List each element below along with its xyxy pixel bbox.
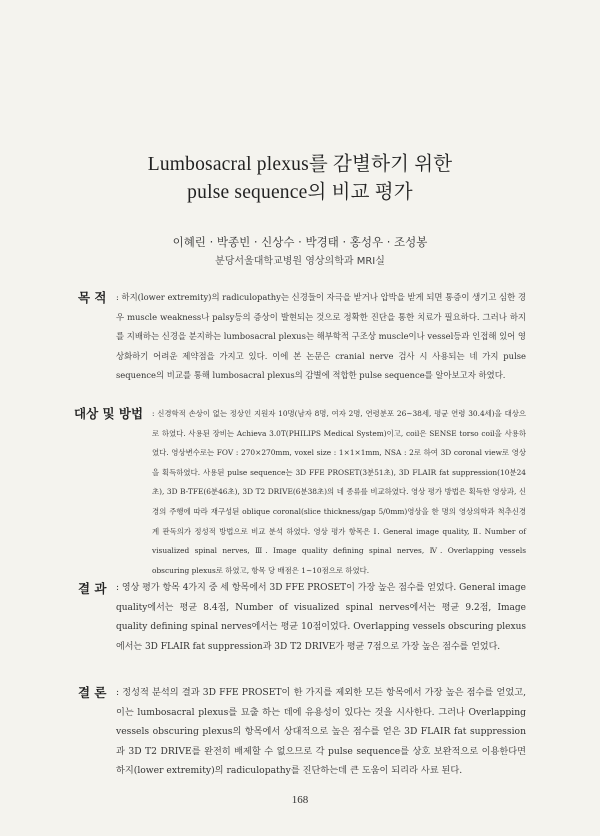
section-text-methods: : 신경학적 손상이 없는 정상인 지원자 10명(남자 8명, 여자 2명, 연령분포 26~38세, 평균 연령 30.4세)을 대상으로 하였다. 사용된 장비는 Achieva 3.0T(PHILIPS Medical System)이고, coil은 SENSE torso coil을 사용하였다. 영상변수로는 FOV : 270×270mm, voxel size : 1×1×1mm, NSA : 2로 하여 3D coronal view로 영상을 획득하였다. 사용된 pulse sequence는 3D FFE PROSET(3분51초), 3D FLAIR fat suppression(10분24초), 3D B-TFE(6분46초), 3D T2 DRIVE(6분38초)의 네 종류를 비교하였다. 영상 평가 방법은 획득한 영상과, 신경의 주행에 따라 재구성된 oblique coronal(slice thickness/gap 5/0mm)영상을 한 명의 영상의학과 척추신경계 판독의가 정성적 방법으로 비교 분석 하였다. 영상 평가 항목은 Ⅰ. General image quality, Ⅱ. Number of visualized spinal nerves, Ⅲ. Image quality defining spinal nerves, Ⅳ. Overlapping vessels obscuring plexus로 하였고, 항목 당 배점은 1~10점으로 하였다. <box>152 409 526 575</box>
section-heading-purpose: 목 적 <box>78 290 107 305</box>
paper-title-line1: Lumbosacral plexus를 감별하기 위한 <box>147 154 453 175</box>
section-heading-results: 결 과 <box>78 581 107 596</box>
paper-title-line2: pulse sequence의 비교 평가 <box>187 182 413 203</box>
section-purpose <box>78 288 526 384</box>
section-conclusion <box>78 683 526 793</box>
section-text-results: : 영상 평가 항목 4가지 중 세 항목에서 3D FFE PROSET이 가장 높은 점수를 얻었다. General image quality에서는 평균 8.4점, Number of visualized spinal nerves에서는 평균 9.2점, Image quality defining spinal nerves에서는 평균 10점이었다. Overlapping vessels obscuring plexus에서는 3D FLAIR fat suppression과 3D T2 DRIVE가 평균 7점으로 가장 높은 점수를 얻었다. <box>116 583 526 652</box>
section-heading-conclusion: 결 론 <box>78 685 107 700</box>
section-heading-methods: 대상 및 방법 <box>74 406 144 421</box>
section-text-conclusion: : 정성적 분석의 결과 3D FFE PROSET이 한 가지를 제외한 모든 항목에서 가장 높은 점수를 얻었고, 이는 lumbosacral plexus를 묘출 하는 데에 유용성이 있다는 것을 시사한다. 그러나 Overlapping vessels obscuring plexus의 항목에서 상대적으로 높은 점수를 얻은 3D FLAIR fat suppression과 3D T2 DRIVE를 완전히 배제할 수 없으므로 각 pulse sequence를 상호 보완적으로 이용한다면 하지(lower extremity)의 radiculopathy를 진단하는데 큰 도움이 되리라 사료 된다. <box>116 687 526 777</box>
affiliation: 분당서울대학교병원 영상의학과 MRI실 <box>215 256 385 267</box>
section-methods <box>74 404 526 574</box>
section-text-purpose: : 하지(lower extremity)의 radiculopathy는 신경들이 자극을 받거나 압박을 받게 되면 통증이 생기고 심한 경우 muscle weakness나 palsy등의 증상이 발현되는 것으로 정확한 진단을 통한 치료가 필요하다. 그러나 하지를 지배하는 신경을 분지하는 lumbosacral plexus는 해부학적 구조상 muscle이나 vessel등과 인접해 있어 영상화하기 어려운 제약점을 가지고 있다. 이에 본 논문은 cranial nerve 검사 시 사용되는 네 가지 pulse sequence의 비교를 통해 lumbosacral plexus의 감별에 적합한 pulse sequence를 알아보고자 하였다. <box>116 292 527 381</box>
section-results <box>78 579 526 669</box>
page-number: 168 <box>291 794 309 806</box>
author-list: 이혜린 · 박종빈 · 신상수 · 박경태 · 홍성우 · 조성봉 <box>172 235 428 249</box>
